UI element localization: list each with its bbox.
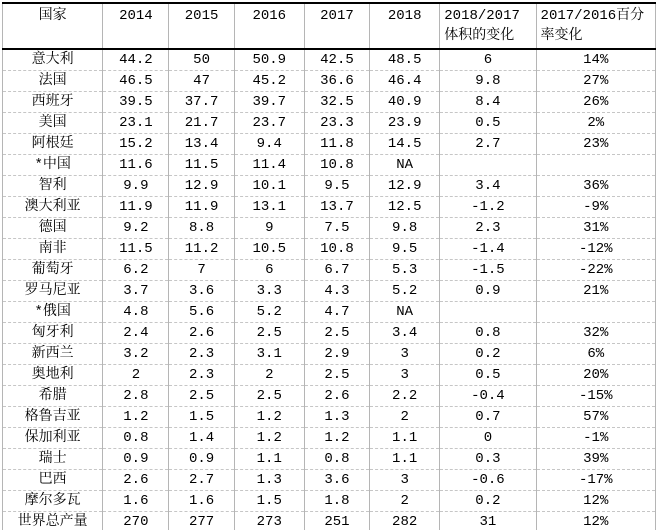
value-cell: 12% (536, 512, 655, 530)
country-cell: *俄国 (3, 302, 103, 323)
value-cell: 1.1 (234, 449, 304, 470)
country-cell: 匈牙利 (3, 323, 103, 344)
value-cell: 1.1 (370, 428, 440, 449)
value-cell: 36% (536, 176, 655, 197)
value-cell: 39.5 (103, 92, 169, 113)
value-cell: 282 (370, 512, 440, 530)
value-cell: 277 (169, 512, 234, 530)
value-cell: 11.2 (169, 239, 234, 260)
value-cell: 7.5 (304, 218, 369, 239)
value-cell: 11.5 (103, 239, 169, 260)
value-cell: 57% (536, 407, 655, 428)
country-cell: 意大利 (3, 49, 103, 71)
table-row (3, 197, 656, 218)
value-cell: 14.5 (370, 134, 440, 155)
value-cell: -1% (536, 428, 655, 449)
value-cell: 10.5 (234, 239, 304, 260)
table-row (3, 491, 656, 512)
country-cell: 奥地利 (3, 365, 103, 386)
country-cell: 法国 (3, 71, 103, 92)
value-cell: 11.6 (103, 155, 169, 176)
table-row (3, 386, 656, 407)
value-cell: NA (370, 302, 440, 323)
value-cell: 11.9 (169, 197, 234, 218)
value-cell: 2.7 (169, 470, 234, 491)
country-cell: 巴西 (3, 470, 103, 491)
value-cell: 1.2 (304, 428, 369, 449)
value-cell: -15% (536, 386, 655, 407)
value-cell: 6 (234, 260, 304, 281)
value-cell: 1.1 (370, 449, 440, 470)
value-cell: 23.3 (304, 113, 369, 134)
value-cell: 39.7 (234, 92, 304, 113)
value-cell: 12% (536, 491, 655, 512)
value-cell: 12.5 (370, 197, 440, 218)
value-cell: 42.5 (304, 49, 369, 71)
value-cell: 3.7 (103, 281, 169, 302)
value-cell: 21.7 (169, 113, 234, 134)
value-cell: 0.2 (440, 491, 536, 512)
value-cell: 3 (370, 365, 440, 386)
value-cell: 9.4 (234, 134, 304, 155)
value-cell: 2.5 (234, 386, 304, 407)
value-cell: 23.9 (370, 113, 440, 134)
value-cell: 0 (440, 428, 536, 449)
country-cell: 希腊 (3, 386, 103, 407)
column-header-3: 2016 (234, 3, 304, 49)
value-cell: 9.5 (370, 239, 440, 260)
value-cell: -1.4 (440, 239, 536, 260)
country-cell: 美国 (3, 113, 103, 134)
value-cell: 273 (234, 512, 304, 530)
table-row (3, 134, 656, 155)
value-cell: 251 (304, 512, 369, 530)
value-cell: 1.4 (169, 428, 234, 449)
value-cell: 1.2 (234, 428, 304, 449)
value-cell: 0.5 (440, 365, 536, 386)
value-cell: 23.1 (103, 113, 169, 134)
value-cell: 1.6 (169, 491, 234, 512)
table-row (3, 323, 656, 344)
table-row (3, 470, 656, 491)
value-cell: 12.9 (169, 176, 234, 197)
table-row (3, 260, 656, 281)
value-cell: 26% (536, 92, 655, 113)
table-row (3, 218, 656, 239)
value-cell: 1.3 (234, 470, 304, 491)
value-cell: 48.5 (370, 49, 440, 71)
value-cell: 3.4 (370, 323, 440, 344)
value-cell: 0.9 (440, 281, 536, 302)
value-cell: -22% (536, 260, 655, 281)
value-cell: 5.6 (169, 302, 234, 323)
value-cell: 11.9 (103, 197, 169, 218)
country-cell: 格鲁吉亚 (3, 407, 103, 428)
value-cell: 0.8 (304, 449, 369, 470)
table-row (3, 239, 656, 260)
value-cell: 50.9 (234, 49, 304, 71)
value-cell: 4.7 (304, 302, 369, 323)
value-cell: 12.9 (370, 176, 440, 197)
country-cell: 世界总产量 (3, 512, 103, 530)
value-cell: 9.9 (103, 176, 169, 197)
country-cell: 罗马尼亚 (3, 281, 103, 302)
value-cell: 3.2 (103, 344, 169, 365)
value-cell: 2 (370, 407, 440, 428)
value-cell: 270 (103, 512, 169, 530)
value-cell: 0.7 (440, 407, 536, 428)
value-cell: 2.2 (370, 386, 440, 407)
value-cell: -9% (536, 197, 655, 218)
value-cell: 0.5 (440, 113, 536, 134)
value-cell: 1.3 (304, 407, 369, 428)
value-cell: -1.2 (440, 197, 536, 218)
value-cell: 32% (536, 323, 655, 344)
value-cell: 5.3 (370, 260, 440, 281)
country-cell: 保加利亚 (3, 428, 103, 449)
header-row (3, 3, 656, 49)
value-cell: 4.3 (304, 281, 369, 302)
value-cell: 10.8 (304, 239, 369, 260)
value-cell: 0.8 (440, 323, 536, 344)
value-cell: 0.8 (103, 428, 169, 449)
table-row (3, 407, 656, 428)
country-cell: 摩尔多瓦 (3, 491, 103, 512)
country-cell: 南非 (3, 239, 103, 260)
value-cell: 9.8 (370, 218, 440, 239)
value-cell (536, 302, 655, 323)
column-header-7: 2017/2016百分率变化 (536, 3, 655, 49)
country-cell: 智利 (3, 176, 103, 197)
table-row (3, 344, 656, 365)
value-cell: 44.2 (103, 49, 169, 71)
value-cell: 2.7 (440, 134, 536, 155)
value-cell: 2.5 (304, 365, 369, 386)
value-cell: 11.5 (169, 155, 234, 176)
column-header-1: 2014 (103, 3, 169, 49)
value-cell: 46.5 (103, 71, 169, 92)
value-cell: -1.5 (440, 260, 536, 281)
value-cell: -12% (536, 239, 655, 260)
value-cell: 9.8 (440, 71, 536, 92)
value-cell: 3 (370, 470, 440, 491)
value-cell: 2.6 (169, 323, 234, 344)
value-cell: 15.2 (103, 134, 169, 155)
country-cell: 西班牙 (3, 92, 103, 113)
value-cell: 2 (234, 365, 304, 386)
value-cell: 8.8 (169, 218, 234, 239)
value-cell: 31 (440, 512, 536, 530)
value-cell: 13.7 (304, 197, 369, 218)
value-cell: 13.1 (234, 197, 304, 218)
country-cell: *中国 (3, 155, 103, 176)
value-cell: 6.2 (103, 260, 169, 281)
value-cell (440, 155, 536, 176)
value-cell: 1.6 (103, 491, 169, 512)
value-cell: 14% (536, 49, 655, 71)
value-cell: 23.7 (234, 113, 304, 134)
table-row (3, 428, 656, 449)
value-cell: 0.9 (103, 449, 169, 470)
wine-production-table (2, 2, 656, 530)
value-cell: 2.3 (169, 344, 234, 365)
value-cell: 8.4 (440, 92, 536, 113)
value-cell: 1.5 (234, 491, 304, 512)
value-cell: 1.2 (234, 407, 304, 428)
country-cell: 葡萄牙 (3, 260, 103, 281)
value-cell: 0.3 (440, 449, 536, 470)
value-cell: 2 (370, 491, 440, 512)
column-header-4: 2017 (304, 3, 369, 49)
value-cell: 2.6 (304, 386, 369, 407)
value-cell: NA (370, 155, 440, 176)
value-cell: 4.8 (103, 302, 169, 323)
value-cell: 9.5 (304, 176, 369, 197)
value-cell: 2.6 (103, 470, 169, 491)
country-cell: 瑞士 (3, 449, 103, 470)
table-row (3, 49, 656, 71)
country-cell: 澳大利亚 (3, 197, 103, 218)
value-cell: 1.5 (169, 407, 234, 428)
table-row (3, 512, 656, 530)
value-cell: 2.3 (440, 218, 536, 239)
value-cell: 23% (536, 134, 655, 155)
column-header-6: 2018/2017体积的变化 (440, 3, 536, 49)
table-row (3, 71, 656, 92)
value-cell: 1.2 (103, 407, 169, 428)
value-cell: 2% (536, 113, 655, 134)
value-cell (536, 155, 655, 176)
column-header-0: 国家 (3, 3, 103, 49)
value-cell: 5.2 (234, 302, 304, 323)
value-cell: 5.2 (370, 281, 440, 302)
value-cell: 7 (169, 260, 234, 281)
value-cell: 3.1 (234, 344, 304, 365)
value-cell: 2.5 (169, 386, 234, 407)
value-cell: -0.6 (440, 470, 536, 491)
table-row (3, 155, 656, 176)
value-cell: 13.4 (169, 134, 234, 155)
value-cell: 2.5 (304, 323, 369, 344)
value-cell: 45.2 (234, 71, 304, 92)
value-cell: 50 (169, 49, 234, 71)
table-row (3, 449, 656, 470)
value-cell: 40.9 (370, 92, 440, 113)
value-cell: 3.3 (234, 281, 304, 302)
country-cell: 新西兰 (3, 344, 103, 365)
value-cell: 37.7 (169, 92, 234, 113)
value-cell: 2.8 (103, 386, 169, 407)
value-cell: 0.2 (440, 344, 536, 365)
value-cell: 9.2 (103, 218, 169, 239)
table-row (3, 176, 656, 197)
value-cell: 9 (234, 218, 304, 239)
value-cell: 2 (103, 365, 169, 386)
column-header-5: 2018 (370, 3, 440, 49)
value-cell: 32.5 (304, 92, 369, 113)
value-cell: 20% (536, 365, 655, 386)
value-cell: 31% (536, 218, 655, 239)
value-cell: 3.6 (304, 470, 369, 491)
value-cell: 10.8 (304, 155, 369, 176)
value-cell (440, 302, 536, 323)
column-header-2: 2015 (169, 3, 234, 49)
value-cell: 6.7 (304, 260, 369, 281)
value-cell: 21% (536, 281, 655, 302)
value-cell: 2.5 (234, 323, 304, 344)
value-cell: 1.8 (304, 491, 369, 512)
value-cell: 10.1 (234, 176, 304, 197)
value-cell: 6% (536, 344, 655, 365)
country-cell: 德国 (3, 218, 103, 239)
value-cell: 11.8 (304, 134, 369, 155)
country-cell: 阿根廷 (3, 134, 103, 155)
value-cell: 2.4 (103, 323, 169, 344)
value-cell: -0.4 (440, 386, 536, 407)
value-cell: -17% (536, 470, 655, 491)
value-cell: 39% (536, 449, 655, 470)
table-row (3, 92, 656, 113)
value-cell: 0.9 (169, 449, 234, 470)
value-cell: 3.6 (169, 281, 234, 302)
table-row (3, 365, 656, 386)
value-cell: 3.4 (440, 176, 536, 197)
value-cell: 47 (169, 71, 234, 92)
value-cell: 6 (440, 49, 536, 71)
value-cell: 2.9 (304, 344, 369, 365)
table-row (3, 302, 656, 323)
table-row (3, 281, 656, 302)
table-row (3, 113, 656, 134)
value-cell: 11.4 (234, 155, 304, 176)
value-cell: 3 (370, 344, 440, 365)
value-cell: 27% (536, 71, 655, 92)
value-cell: 46.4 (370, 71, 440, 92)
value-cell: 36.6 (304, 71, 369, 92)
value-cell: 2.3 (169, 365, 234, 386)
